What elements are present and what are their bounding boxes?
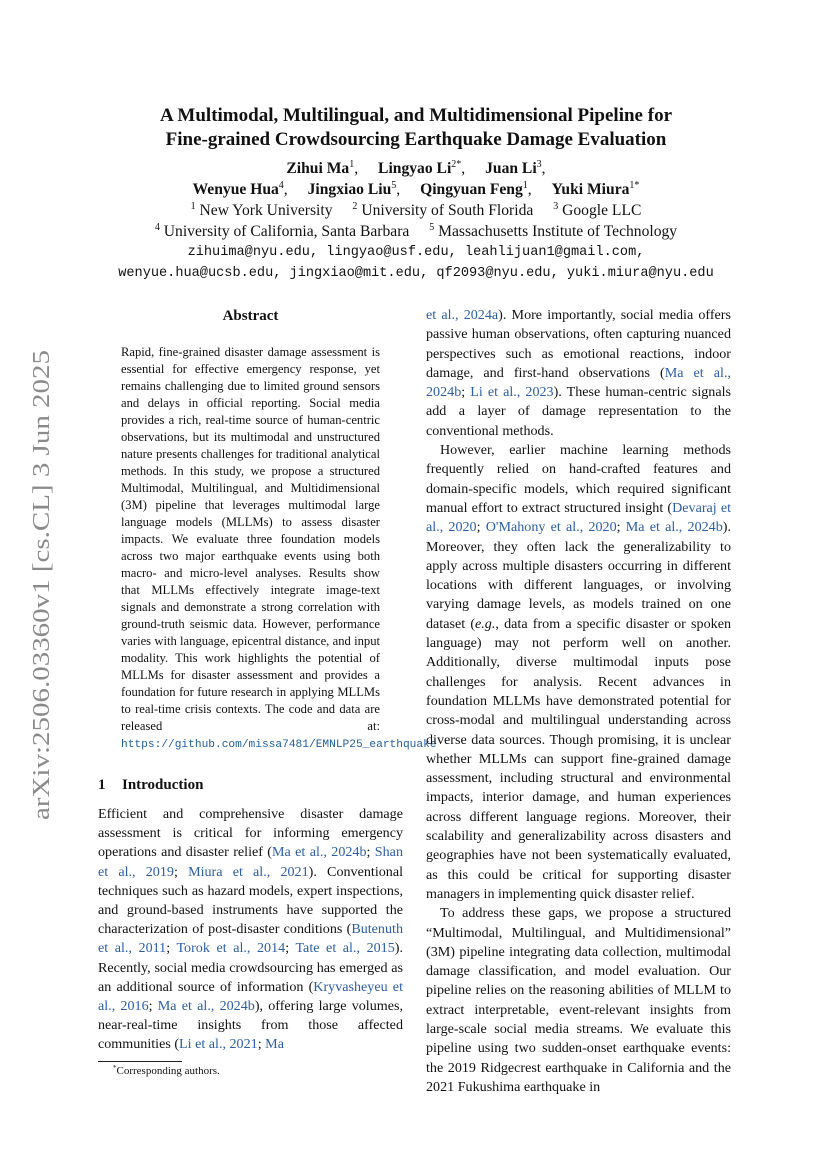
citation-link[interactable]: Shan et al., 2019 bbox=[98, 844, 403, 880]
author-affil-mark: 5 bbox=[391, 180, 397, 191]
citation-link[interactable]: Ma et al., 2024b bbox=[625, 519, 723, 536]
citation-link[interactable]: Torok et al., 2014 bbox=[176, 940, 286, 957]
intro-text: ). Recently, social media crowdsourcing has emerged as an additional source of information ( bbox=[98, 940, 403, 995]
author-affil-mark: 1 bbox=[522, 180, 528, 191]
author-affil-mark: 1* bbox=[629, 180, 640, 191]
affiliation-row-2 bbox=[96, 221, 736, 242]
citation-link[interactable]: Ma et al., 2024b bbox=[157, 998, 255, 1015]
author-name: Yuki Miura bbox=[551, 181, 630, 198]
affiliation: University of California, Santa Barbara bbox=[163, 223, 410, 240]
affiliation: New York University bbox=[199, 202, 333, 219]
body-text: ). More importantly, social media offers passive human observations, often capturing nuanced perspectives such as emotional reactions, indoor damage, and first-hand observations ( bbox=[426, 307, 731, 381]
right-column bbox=[426, 306, 731, 1097]
affiliation: Massachusetts Institute of Technology bbox=[438, 223, 678, 240]
intro-text: Efficient and comprehensive disaster damage assessment is critical for informing emergency operations and disaster relief ( bbox=[98, 806, 403, 861]
body-paragraph: However, earlier machine learning methods frequently relied on hand-crafted features and domain-specific models, which required significant manual effort to extract structured insight (Devaraj et al., 2020; O'Mahony et al., 2020; Ma et al., 2024b). Moreover, they often lack the generalizability to apply across multiple disasters occurring in different locations with different languages, or involving varying damage levels, as models trained on one dataset (e.g., data from a specific disaster or spoken language) may not perform well on another. Additionally, diverse multimodal inputs pose challenges for analysis. Recent advances in foundation MLLMs have demonstrated potential for cross-modal and multilingual understanding across diverse data sources. Though promising, it is unclear whether MLLMs can support fine-grained damage assessment, including structural and environmental impacts, interior damage, and human experiences across different language regions. Moreover, their scalability and generalizability across disasters and geographies have not been systematically evaluated, as this could be critical for supporting disaster managers in implementing quick disaster relief. bbox=[426, 442, 732, 902]
intro-text: ), offering large volumes, near-real-time insights from those affected communities ( bbox=[98, 998, 403, 1053]
body-paragraph: et al., 2024a). More importantly, social media offers passive human observations, often capturing nuanced perspectives such as emotional reactions, indoor damage, and first-hand observations (Ma et al., 2024b; Li et al., 2023). These human-centric signals add a layer of damage representation to the conventional methods. bbox=[426, 307, 731, 439]
code-link[interactable]: https://github.com/missa7481/EMNLP25_earthquake bbox=[121, 739, 437, 751]
affiliation-row-1 bbox=[96, 200, 736, 221]
author-affil-mark: 2* bbox=[451, 159, 462, 170]
citation-link[interactable]: O'Mahony et al., 2020 bbox=[485, 519, 617, 536]
author-row-2: Wenyue Hua$^4$, Jingxiao Liu$^5$, Qingyuan Feng$^1$, Yuki Miura$^{1*}$ bbox=[192, 180, 640, 198]
citation-link[interactable]: Devaraj et al., 2020 bbox=[426, 499, 732, 536]
title-line-2: Fine-grained Crowdsourcing Earthquake Damage Evaluation bbox=[165, 129, 667, 150]
citation-link[interactable]: Ma et al., 2024b bbox=[426, 364, 731, 401]
citation-link[interactable]: Ma et al., 2024b bbox=[272, 844, 367, 861]
footnote-text: Corresponding authors. bbox=[116, 1065, 220, 1077]
italic-eg: e.g. bbox=[475, 615, 496, 632]
intro-paragraph: Efficient and comprehensive disaster damage assessment is critical for informing emergency operations and disaster relief (Ma et al., 2024b; Shan et al., 2019; Miura et al., 2021). Conventional techniques such as hazard models, expert inspections, and ground-based instruments have supported the characterization of post-disaster conditions (Butenuth et al., 2011; Torok et al., 2014; Tate et al., 2015). Recently, social media crowdsourcing has emerged as an additional source of information (Kryvasheyeu et al., 2016; Ma et al., 2024b), offering large volumes, near-real-time insights from those affected communities (Li et al., 2021; Ma bbox=[98, 806, 403, 1053]
section-heading bbox=[98, 775, 203, 795]
arxiv-stamp-text: arXiv:2506.03360v1 [cs.CL] 3 Jun 2025 bbox=[29, 430, 55, 820]
affiliation: University of South Florida bbox=[361, 202, 534, 219]
citation-link[interactable]: Kryvasheyeu et al., 2016 bbox=[98, 978, 403, 1015]
author-block bbox=[96, 158, 736, 284]
body-text: ). Moreover, they often lack the generalizability to apply across multiple disasters occurring in different locations with different languages, or involving varying damage levels, as models trained on one dataset ( bbox=[426, 519, 731, 632]
citation-link[interactable]: Butenuth et al., 2011 bbox=[98, 921, 403, 957]
body-text: ). These human-centric signals add a layer of damage representation to the conventional methods. bbox=[426, 384, 731, 439]
title-line-1: A Multimodal, Multilingual, and Multidimensional Pipeline for bbox=[160, 105, 672, 126]
email-row-2: wenyue.hua@ucsb.edu, jingxiao@mit.edu, qf2093@nyu.edu, yuki.miura@nyu.edu bbox=[118, 266, 714, 281]
body-text: , data from a specific disaster or spoken language) may not perform well on another. Additionally, diverse multimodal inputs pose challenges for analysis. Recent advances in foundation MLLMs have demonstrated potential for cross-modal and multilingual understanding across diverse data sources. Though promising, it is unclear whether MLLMs can support fine-grained damage assessment, including structural and environmental impacts, interior damage, and human experiences across different language regions. Moreover, their scalability and generalizability across disasters and geographies have not been systematically evaluated, as this could be critical for supporting disaster managers in implementing quick disaster relief. bbox=[426, 615, 731, 902]
arxiv-stamp bbox=[16, 350, 62, 820]
section-title: Introduction bbox=[122, 777, 204, 793]
author-affil-mark: 1 bbox=[349, 159, 355, 170]
affil-mark: 1 bbox=[190, 201, 196, 212]
intro-text: ). Conventional techniques such as hazard models, expert inspections, and ground-based instruments have supported the characterization of post-disaster conditions ( bbox=[98, 863, 403, 938]
citation-link[interactable]: Ma bbox=[265, 1036, 284, 1053]
affil-mark: 3 bbox=[553, 201, 559, 212]
author-name: Zihui Ma bbox=[286, 160, 350, 177]
abstract-text: Rapid, fine-grained disaster damage assessment is essential for effective emergency response, yet remains challenging due to limited ground sensors and delays in official reporting. Social media provides a rich, real-time source of human-centric observations, but its multimodal and unstructured nature presents challenges for traditional analytical methods. In this study, we propose a structured Multimodal, Multilingual, and Multidimensional (3M) pipeline that leverages multimodal large language models (MLLMs) to assess disaster impacts. We evaluate three foundation models across two major earthquake events using both macro- and micro-level analyses. Results show that MLLMs effectively integrate image-text signals and demonstrate a strong correlation with ground-truth seismic data. However, performance varies with language, epicentral distance, and input modality. This work highlights the potential of MLLMs for disaster assessment and provides a foundation for future research in applying MLLMs to real-time crisis contexts. The code and data are released at: bbox=[121, 345, 380, 733]
affil-mark: 4 bbox=[154, 222, 160, 233]
author-row-1: Zihui Ma$^1$, Lingyao $Li^{2*}$, Juan Li$^3$, bbox=[286, 159, 546, 177]
footnote bbox=[113, 1064, 220, 1078]
paper-title bbox=[96, 104, 736, 152]
author-affil-mark: 3 bbox=[536, 159, 542, 170]
citation-link[interactable]: Miura et al., 2021 bbox=[188, 863, 309, 880]
author-name: Lingyao Li bbox=[378, 160, 452, 177]
citation-link[interactable]: Li et al., 2021 bbox=[179, 1036, 258, 1053]
affiliation: Google LLC bbox=[562, 202, 642, 219]
citation-link[interactable]: Tate et al., 2015 bbox=[295, 940, 395, 957]
author-name: Wenyue Hua bbox=[192, 181, 279, 198]
footnote-rule bbox=[98, 1061, 182, 1062]
affil-mark: 5 bbox=[429, 222, 435, 233]
author-affil-mark: 4 bbox=[278, 180, 284, 191]
citation-link[interactable]: et al., 2024a bbox=[426, 307, 499, 323]
body-paragraph: To address these gaps, we propose a structured “Multimodal, Multilingual, and Multidimensional” (3M) pipeline integrating data collection, multimodal damage classification, and model evaluation. Our pipeline relies on the reasoning abilities of MLLM to extract interpretable, event-relevant insights from large-scale social media streams. We evaluate this pipeline using two sudden-onset earthquake events: the 2019 Ridgecrest earthquake in California and the 2021 Fukushima earthquake in bbox=[426, 905, 731, 1095]
email-row-1: zihuima@nyu.edu, lingyao@usf.edu, leahlijuan1@gmail.com, bbox=[187, 245, 645, 260]
citation-link[interactable]: Li et al., 2023 bbox=[470, 384, 554, 401]
author-name: Jingxiao Liu bbox=[307, 181, 392, 198]
author-name: Juan Li bbox=[485, 160, 537, 177]
author-name: Qingyuan Feng bbox=[420, 181, 523, 198]
affil-mark: 2 bbox=[352, 201, 358, 212]
footnote-mark: * bbox=[113, 1064, 117, 1072]
abstract-heading: Abstract bbox=[222, 308, 279, 324]
abstract-body bbox=[121, 344, 437, 754]
body-text: However, earlier machine learning methods frequently relied on hand-crafted features and domain-specific models, which required significant manual effort to extract structured insight ( bbox=[426, 442, 731, 516]
section-number: 1 bbox=[98, 777, 106, 793]
